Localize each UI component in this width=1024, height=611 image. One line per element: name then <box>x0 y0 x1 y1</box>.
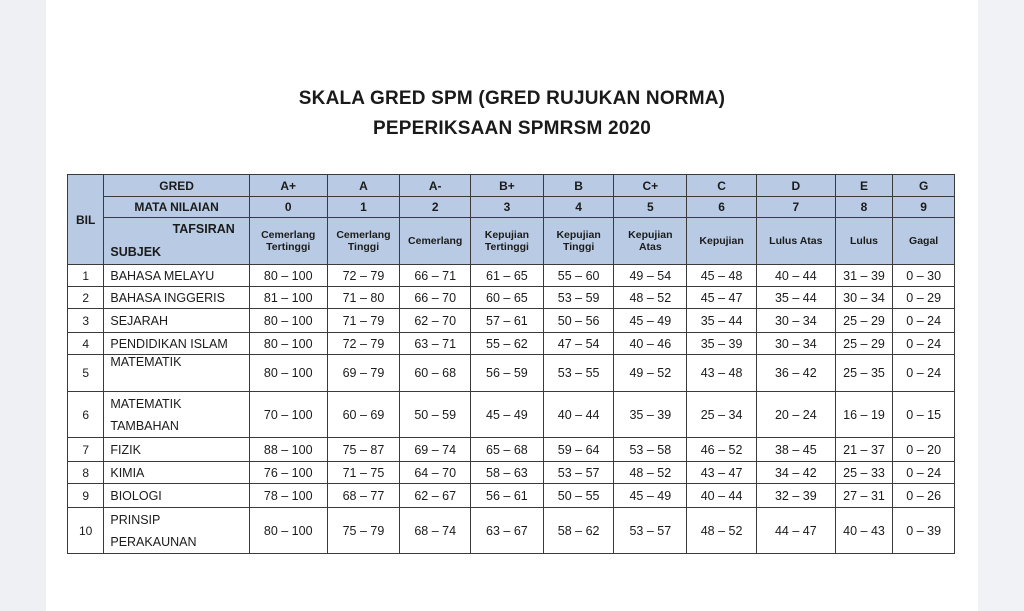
score-range-cell: 0 – 24 <box>893 333 955 355</box>
subject-cell <box>104 484 249 508</box>
tafsiran-label: TAFSIRAN <box>172 222 235 236</box>
subject-name: FIZIK <box>110 442 141 457</box>
score-range-cell: 45 – 47 <box>687 287 757 309</box>
tafsiran-header-cell <box>756 218 835 265</box>
table-row <box>68 355 955 392</box>
score-range-cell: 53 – 57 <box>614 508 687 554</box>
score-range-cell: 71 – 79 <box>327 309 400 333</box>
score-range-cell: 58 – 63 <box>471 462 544 484</box>
score-range-cell: 32 – 39 <box>756 484 835 508</box>
score-range-cell: 61 – 65 <box>471 265 544 287</box>
score-range-cell: 27 – 31 <box>835 484 893 508</box>
grade-header-cell: A+ <box>249 175 327 197</box>
score-range-cell: 16 – 19 <box>835 392 893 438</box>
tafsiran-header-cell <box>327 218 400 265</box>
tafsiran-text: Cemerlang <box>408 235 463 247</box>
subject-name: PENDIDIKAN ISLAM <box>110 336 228 351</box>
score-range-cell: 76 – 100 <box>249 462 327 484</box>
score-range-cell: 45 – 49 <box>471 392 544 438</box>
score-range-cell: 72 – 79 <box>327 333 400 355</box>
score-range-cell: 31 – 39 <box>835 265 893 287</box>
score-range-cell: 0 – 30 <box>893 265 955 287</box>
score-range-cell: 49 – 52 <box>614 355 687 392</box>
score-range-cell: 0 – 26 <box>893 484 955 508</box>
score-range-cell: 0 – 29 <box>893 287 955 309</box>
bil-cell: 9 <box>68 484 104 508</box>
score-range-cell: 44 – 47 <box>756 508 835 554</box>
subject-cell <box>104 438 249 462</box>
tafsiran-header-cell <box>249 218 327 265</box>
tafsiran-text: Tinggi <box>347 241 380 253</box>
subject-name: BAHASA INGGERIS <box>110 290 225 305</box>
score-range-cell: 47 – 54 <box>543 333 614 355</box>
score-range-cell: 50 – 55 <box>543 484 614 508</box>
score-range-cell: 40 – 44 <box>543 392 614 438</box>
tafsiran-text: Cemerlang <box>261 229 316 241</box>
score-range-cell: 48 – 52 <box>614 462 687 484</box>
subject-cell <box>104 508 249 554</box>
score-range-cell: 0 – 20 <box>893 438 955 462</box>
tafsiran-header-cell <box>687 218 757 265</box>
subject-name: PERAKAUNAN <box>110 534 197 549</box>
tafsiran-header-row <box>68 218 955 265</box>
table-row <box>68 438 955 462</box>
score-range-cell: 80 – 100 <box>249 355 327 392</box>
document-subtitle: PEPERIKSAAN SPMRSM 2020 <box>372 118 652 139</box>
score-range-cell: 58 – 62 <box>543 508 614 554</box>
score-range-cell: 25 – 33 <box>835 462 893 484</box>
grade-header-cell: B <box>543 175 614 197</box>
score-range-cell: 62 – 67 <box>400 484 471 508</box>
subject-name: TAMBAHAN <box>110 418 179 433</box>
gred-header: GRED <box>104 175 249 197</box>
score-range-cell: 80 – 100 <box>249 508 327 554</box>
subject-cell <box>104 355 249 392</box>
bil-header: BIL <box>68 175 104 265</box>
tafsiran-header-cell <box>543 218 614 265</box>
score-range-cell: 30 – 34 <box>835 287 893 309</box>
score-range-cell: 34 – 42 <box>756 462 835 484</box>
score-range-cell: 45 – 49 <box>614 309 687 333</box>
score-range-cell: 21 – 37 <box>835 438 893 462</box>
grade-header-row <box>68 175 955 197</box>
score-range-cell: 72 – 79 <box>327 265 400 287</box>
score-range-cell: 75 – 87 <box>327 438 400 462</box>
tafsiran-text: Tertinggi <box>266 241 311 253</box>
points-header-cell: 3 <box>471 197 544 218</box>
score-range-cell: 25 – 34 <box>687 392 757 438</box>
score-range-cell: 63 – 67 <box>471 508 544 554</box>
score-range-cell: 30 – 34 <box>756 333 835 355</box>
score-range-cell: 56 – 59 <box>471 355 544 392</box>
score-range-cell: 0 – 24 <box>893 355 955 392</box>
score-range-cell: 69 – 79 <box>327 355 400 392</box>
score-range-cell: 49 – 54 <box>614 265 687 287</box>
tafsiran-text: Lulus <box>850 235 878 247</box>
subjek-label: SUBJEK <box>110 245 162 259</box>
score-range-cell: 71 – 80 <box>327 287 400 309</box>
score-range-cell: 35 – 44 <box>687 309 757 333</box>
score-range-cell: 81 – 100 <box>249 287 327 309</box>
score-range-cell: 0 – 39 <box>893 508 955 554</box>
grade-header-cell: A- <box>400 175 471 197</box>
score-range-cell: 80 – 100 <box>249 333 327 355</box>
tafsiran-header-cell <box>614 218 687 265</box>
bil-cell: 6 <box>68 392 104 438</box>
document-title: SKALA GRED SPM (GRED RUJUKAN NORMA) <box>298 88 726 109</box>
score-range-cell: 25 – 29 <box>835 309 893 333</box>
score-range-cell: 35 – 39 <box>614 392 687 438</box>
score-range-cell: 75 – 79 <box>327 508 400 554</box>
tafsiran-text: Atas <box>638 241 662 253</box>
table-body <box>68 265 955 554</box>
score-range-cell: 25 – 35 <box>835 355 893 392</box>
subject-cell <box>104 265 249 287</box>
score-range-cell: 0 – 24 <box>893 309 955 333</box>
score-range-cell: 40 – 46 <box>614 333 687 355</box>
grade-header-cell: C <box>687 175 757 197</box>
score-range-cell: 40 – 44 <box>756 265 835 287</box>
score-range-cell: 50 – 56 <box>543 309 614 333</box>
mata-nilaian-header: MATA NILAIAN <box>104 197 249 218</box>
subject-name: MATEMATIK <box>110 396 182 411</box>
subject-cell <box>104 392 249 438</box>
score-range-cell: 25 – 29 <box>835 333 893 355</box>
score-range-cell: 20 – 24 <box>756 392 835 438</box>
score-range-cell: 80 – 100 <box>249 309 327 333</box>
score-range-cell: 45 – 49 <box>614 484 687 508</box>
subject-cell <box>104 462 249 484</box>
subject-name: MATEMATIK <box>110 355 182 369</box>
score-range-cell: 35 – 39 <box>687 333 757 355</box>
score-range-cell: 55 – 62 <box>471 333 544 355</box>
score-range-cell: 60 – 68 <box>400 355 471 392</box>
score-range-cell: 71 – 75 <box>327 462 400 484</box>
score-range-cell: 55 – 60 <box>543 265 614 287</box>
tafsiran-header-cell <box>835 218 893 265</box>
table-row <box>68 333 955 355</box>
grade-header-cell: D <box>756 175 835 197</box>
tafsiran-text: Kepujian <box>699 235 744 247</box>
table-row <box>68 462 955 484</box>
table-row <box>68 309 955 333</box>
bil-cell: 8 <box>68 462 104 484</box>
tafsiran-text: Tertinggi <box>484 241 529 253</box>
points-header-cell: 4 <box>543 197 614 218</box>
score-range-cell: 60 – 69 <box>327 392 400 438</box>
points-header-cell: 7 <box>756 197 835 218</box>
bil-cell: 2 <box>68 287 104 309</box>
grade-header-cell: G <box>893 175 955 197</box>
background-edge <box>978 0 1024 611</box>
score-range-cell: 43 – 48 <box>687 355 757 392</box>
tafsiran-header-cell <box>400 218 471 265</box>
subject-cell <box>104 309 249 333</box>
subject-name: BIOLOGI <box>110 488 162 503</box>
table-row <box>68 508 955 554</box>
score-range-cell: 30 – 34 <box>756 309 835 333</box>
score-range-cell: 53 – 57 <box>543 462 614 484</box>
score-range-cell: 66 – 70 <box>400 287 471 309</box>
score-range-cell: 36 – 42 <box>756 355 835 392</box>
points-header-row <box>68 197 955 218</box>
score-range-cell: 0 – 15 <box>893 392 955 438</box>
points-header-cell: 2 <box>400 197 471 218</box>
score-range-cell: 53 – 59 <box>543 287 614 309</box>
tafsiran-text: Lulus Atas <box>769 235 823 247</box>
tafsiran-text: Tinggi <box>562 241 595 253</box>
tafsiran-subjek-header <box>104 218 249 265</box>
score-range-cell: 57 – 61 <box>471 309 544 333</box>
score-range-cell: 53 – 55 <box>543 355 614 392</box>
tafsiran-header-cell <box>471 218 544 265</box>
score-range-cell: 68 – 77 <box>327 484 400 508</box>
tafsiran-text: Kepujian <box>628 229 673 241</box>
score-range-cell: 65 – 68 <box>471 438 544 462</box>
subject-cell <box>104 333 249 355</box>
subject-name: SEJARAH <box>110 313 169 328</box>
score-range-cell: 66 – 71 <box>400 265 471 287</box>
grade-scale-table <box>67 174 955 554</box>
score-range-cell: 60 – 65 <box>471 287 544 309</box>
score-range-cell: 40 – 43 <box>835 508 893 554</box>
bil-cell: 5 <box>68 355 104 392</box>
score-range-cell: 48 – 52 <box>687 508 757 554</box>
tafsiran-text: Kepujian <box>556 229 601 241</box>
bil-cell: 4 <box>68 333 104 355</box>
subject-name: KIMIA <box>110 465 145 480</box>
score-range-cell: 70 – 100 <box>249 392 327 438</box>
score-range-cell: 88 – 100 <box>249 438 327 462</box>
table-row <box>68 392 955 438</box>
score-range-cell: 63 – 71 <box>400 333 471 355</box>
score-range-cell: 69 – 74 <box>400 438 471 462</box>
score-range-cell: 80 – 100 <box>249 265 327 287</box>
points-header-cell: 1 <box>327 197 400 218</box>
score-range-cell: 43 – 47 <box>687 462 757 484</box>
score-range-cell: 38 – 45 <box>756 438 835 462</box>
score-range-cell: 48 – 52 <box>614 287 687 309</box>
score-range-cell: 0 – 24 <box>893 462 955 484</box>
score-range-cell: 68 – 74 <box>400 508 471 554</box>
points-header-cell: 9 <box>893 197 955 218</box>
score-range-cell: 45 – 48 <box>687 265 757 287</box>
grade-header-cell: B+ <box>471 175 544 197</box>
table-row <box>68 484 955 508</box>
grade-header-cell: A <box>327 175 400 197</box>
points-header-cell: 0 <box>249 197 327 218</box>
score-range-cell: 50 – 59 <box>400 392 471 438</box>
document-page <box>46 0 978 611</box>
tafsiran-text: Kepujian <box>484 229 530 241</box>
tafsiran-text: Gagal <box>909 235 939 247</box>
bil-cell: 10 <box>68 508 104 554</box>
bil-cell: 1 <box>68 265 104 287</box>
score-range-cell: 35 – 44 <box>756 287 835 309</box>
subject-name: PRINSIP <box>110 512 161 527</box>
score-range-cell: 53 – 58 <box>614 438 687 462</box>
subject-name: BAHASA MELAYU <box>110 268 215 283</box>
grade-header-cell: C+ <box>614 175 687 197</box>
bil-cell: 7 <box>68 438 104 462</box>
grade-header-cell: E <box>835 175 893 197</box>
score-range-cell: 46 – 52 <box>687 438 757 462</box>
score-range-cell: 62 – 70 <box>400 309 471 333</box>
score-range-cell: 59 – 64 <box>543 438 614 462</box>
score-range-cell: 78 – 100 <box>249 484 327 508</box>
tafsiran-header-cell <box>893 218 955 265</box>
bil-cell: 3 <box>68 309 104 333</box>
table-row <box>68 287 955 309</box>
score-range-cell: 56 – 61 <box>471 484 544 508</box>
score-range-cell: 64 – 70 <box>400 462 471 484</box>
points-header-cell: 6 <box>687 197 757 218</box>
table-row <box>68 265 955 287</box>
points-header-cell: 5 <box>614 197 687 218</box>
score-range-cell: 40 – 44 <box>687 484 757 508</box>
subject-cell <box>104 287 249 309</box>
points-header-cell: 8 <box>835 197 893 218</box>
tafsiran-text: Cemerlang <box>336 229 391 241</box>
